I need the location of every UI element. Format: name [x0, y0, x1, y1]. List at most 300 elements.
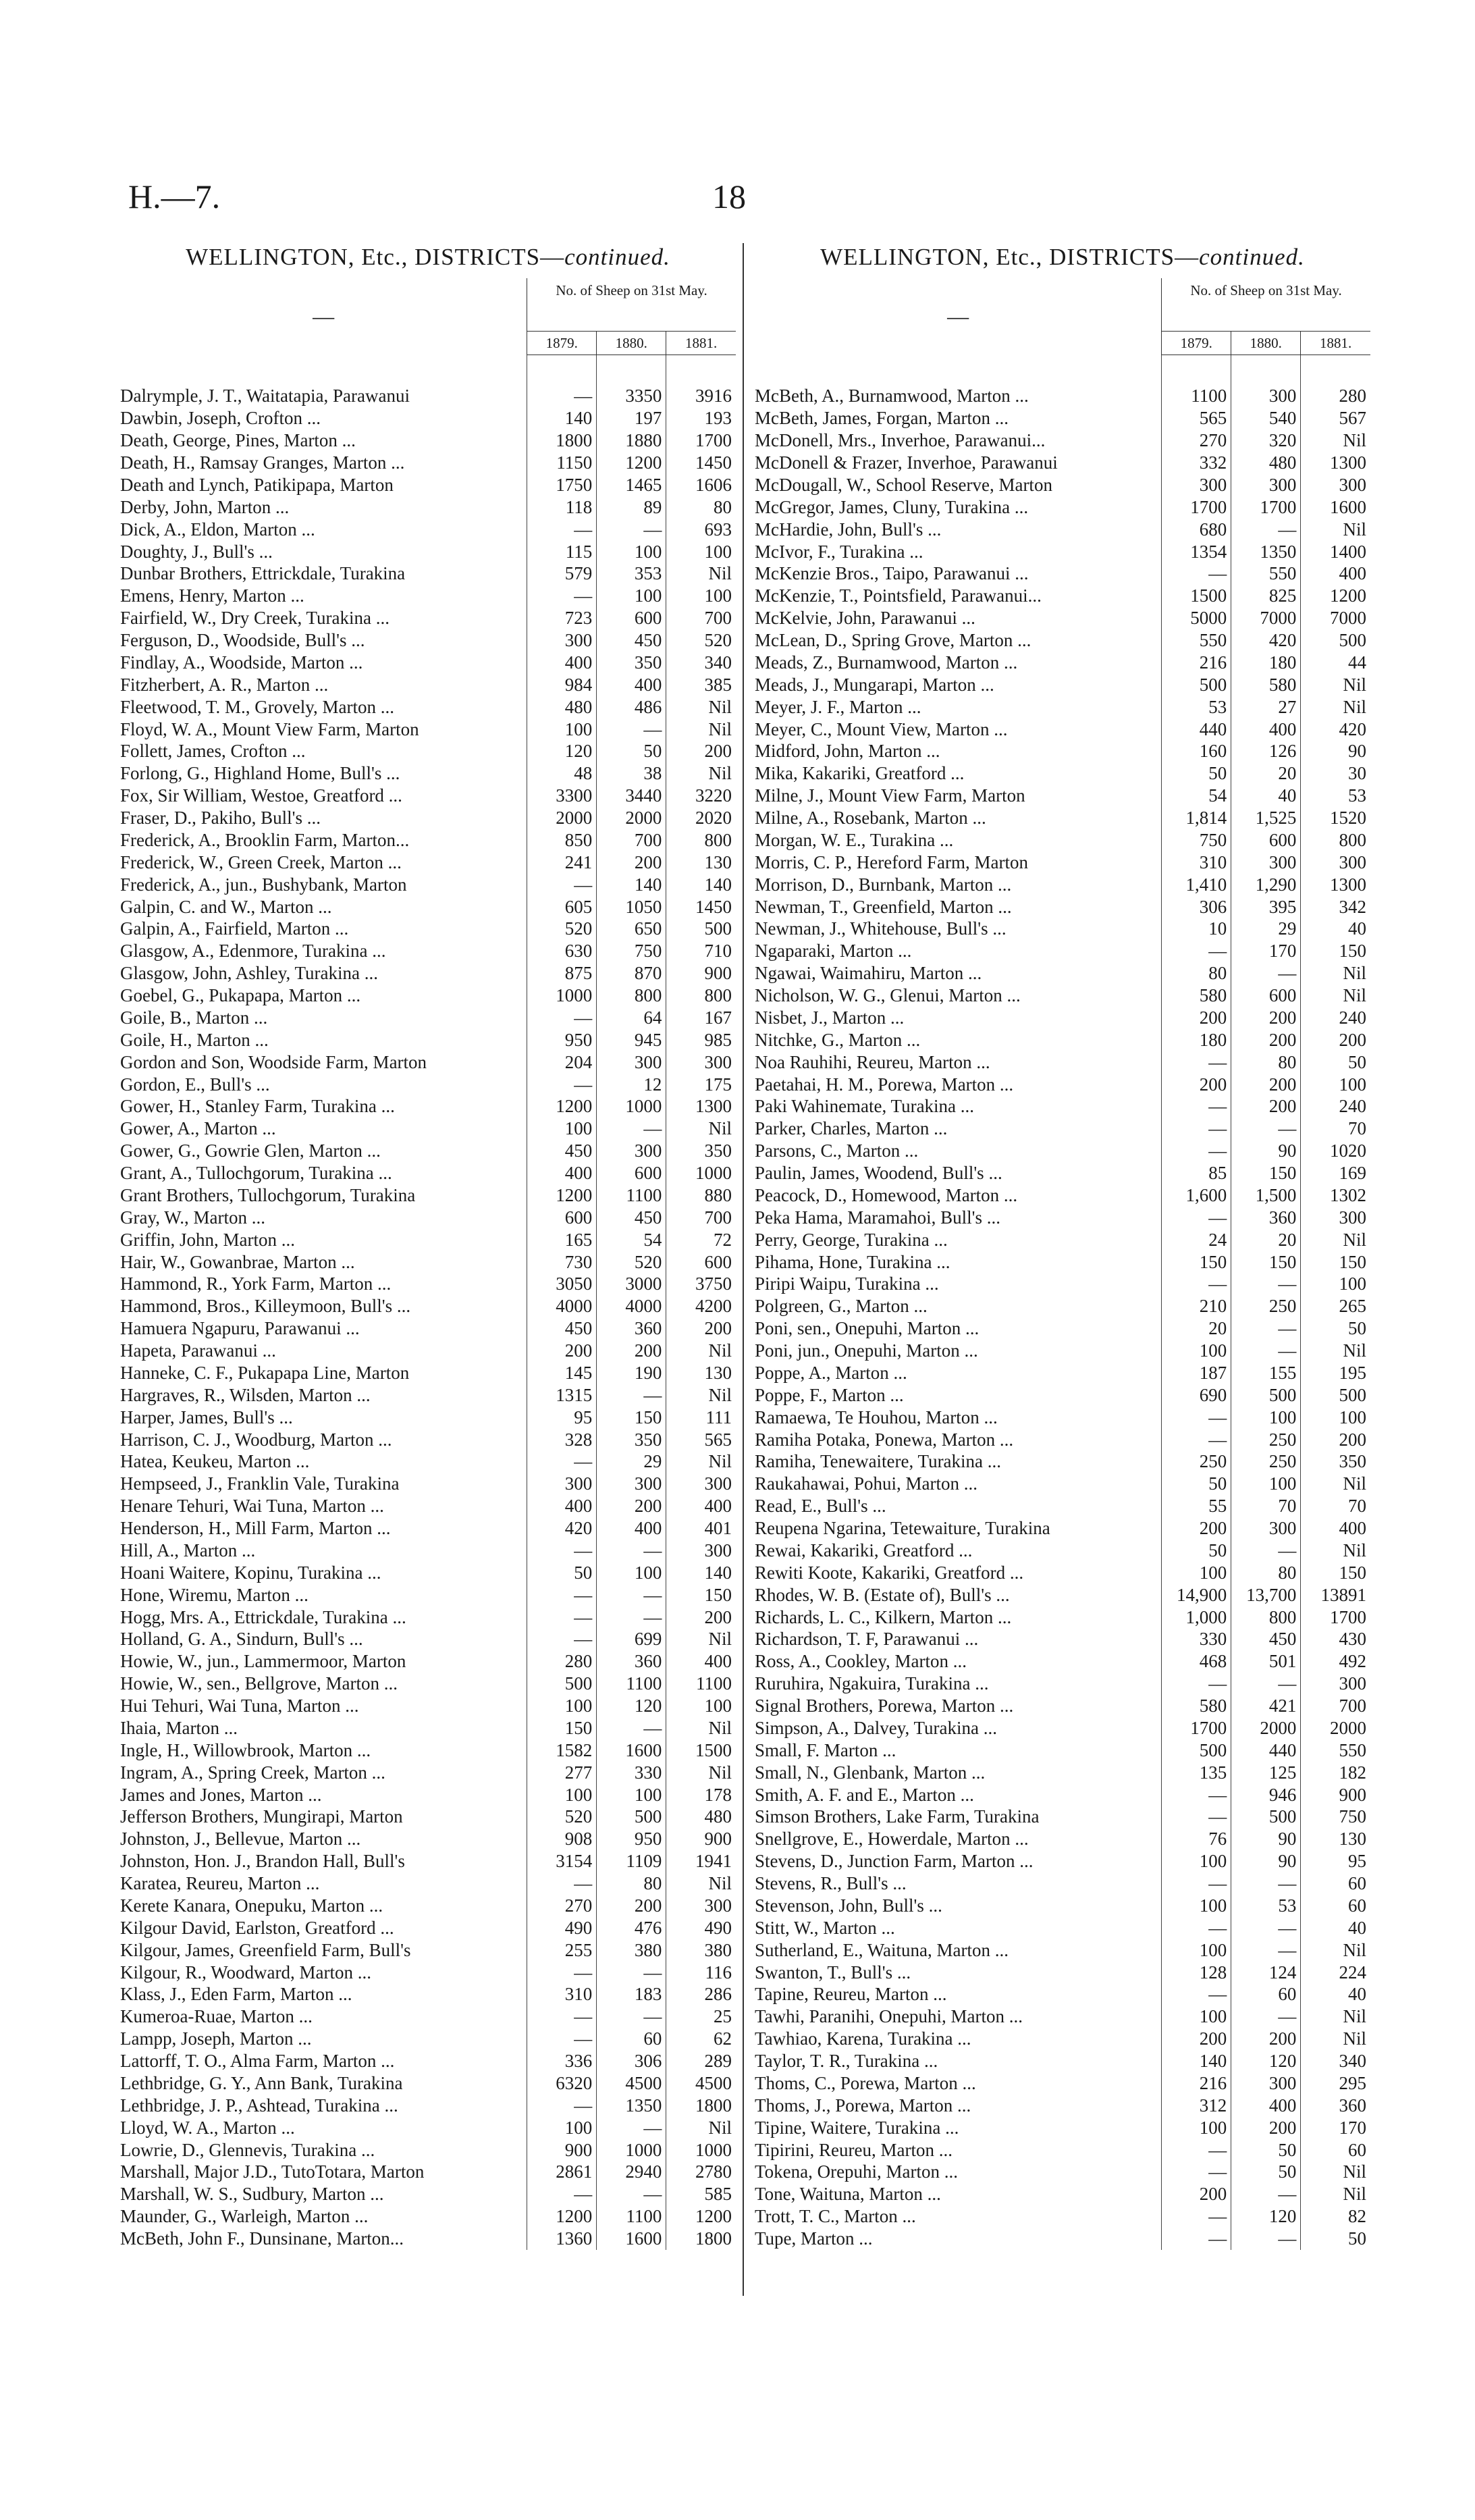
- sheep-1881-cell: 1000: [666, 1162, 736, 1184]
- owner-cell: Hanneke, C. F., Pukapapa Line, Marton: [120, 1362, 410, 1383]
- owner-cell: Sutherland, E., Waituna, Marton ...: [755, 1939, 1009, 1960]
- sheep-1879-cell: 115: [527, 540, 597, 562]
- sheep-1881-cell: 80: [666, 496, 736, 518]
- sheep-1881-cell: 700: [1301, 1695, 1370, 1717]
- sheep-1881-cell: 289: [666, 2050, 736, 2072]
- sheep-1880-cell: 200: [1231, 1028, 1301, 1051]
- sheep-1880-cell: 400: [597, 673, 666, 695]
- table-row: [755, 1872, 1370, 1895]
- owner-cell: Parker, Charles, Marton ...: [755, 1118, 948, 1139]
- sheep-1881-cell: 295: [1301, 2072, 1370, 2095]
- sheep-1879-cell: 310: [527, 1983, 597, 2005]
- sheep-1879-cell: 180: [1162, 1028, 1231, 1051]
- owner-cell: McDonell, Mrs., Inverhoe, Parawanui...: [755, 430, 1046, 451]
- table-row: [755, 1228, 1370, 1251]
- owner-cell: Floyd, W. A., Mount View Farm, Marton: [120, 718, 419, 739]
- owner-cell: Dick, A., Eldon, Marton ...: [120, 519, 315, 540]
- sheep-1881-cell: 62: [666, 2028, 736, 2050]
- sheep-1880-cell: 250: [1231, 1428, 1301, 1450]
- sheep-1881-cell: 100: [666, 540, 736, 562]
- table-row: [755, 1251, 1370, 1273]
- table-row: [755, 1783, 1370, 1806]
- sheep-1880-cell: 29: [597, 1450, 666, 1473]
- sheep-1879-cell: —: [527, 1073, 597, 1095]
- sheep-1881-cell: 53: [1301, 785, 1370, 807]
- sheep-1879-cell: 1360: [527, 2228, 597, 2250]
- sheep-1879-cell: 150: [527, 1717, 597, 1739]
- sheep-1881-cell: Nil: [666, 762, 736, 785]
- sheep-1879-cell: 255: [527, 1939, 597, 1961]
- sheep-1881-cell: 340: [1301, 2050, 1370, 2072]
- table-row: [120, 873, 736, 895]
- sheep-1879-cell: 128: [1162, 1961, 1231, 1983]
- table-row: [120, 962, 736, 985]
- sheep-1879-cell: 328: [527, 1428, 597, 1450]
- sheep-1880-cell: 486: [597, 695, 666, 718]
- sheep-1879-cell: 241: [527, 851, 597, 873]
- sheep-1879-cell: —: [527, 1540, 597, 1562]
- sheep-1880-cell: —: [1231, 1673, 1301, 1695]
- sheep-1880-cell: 1465: [597, 474, 666, 496]
- sheep-1879-cell: 1500: [1162, 585, 1231, 607]
- sheep-1880-cell: 699: [597, 1628, 666, 1650]
- owner-cell: Tipine, Waitere, Turakina ...: [755, 2117, 959, 2138]
- owner-cell: Fitzherbert, A. R., Marton ...: [120, 674, 329, 695]
- sheep-1879-cell: 2861: [527, 2161, 597, 2183]
- table-row: [755, 1850, 1370, 1872]
- table-row: [120, 1628, 736, 1650]
- table-row: [120, 1340, 736, 1362]
- owner-cell: Morgan, W. E., Turakina ...: [755, 829, 954, 850]
- sheep-1879-cell: 200: [1162, 1007, 1231, 1029]
- sheep-1881-cell: 350: [666, 1140, 736, 1162]
- owner-cell: Small, F. Marton ...: [755, 1739, 896, 1760]
- sheep-1879-cell: 200: [1162, 2028, 1231, 2050]
- sheep-1880-cell: 550: [1231, 562, 1301, 585]
- owner-cell: Hone, Wiremu, Marton ...: [120, 1584, 309, 1605]
- sheep-1879-cell: 100: [1162, 2116, 1231, 2138]
- sheep-1880-cell: 395: [1231, 895, 1301, 918]
- sheep-1879-cell: 680: [1162, 518, 1231, 540]
- table-row: [120, 1650, 736, 1673]
- sheep-1879-cell: 310: [1162, 851, 1231, 873]
- owner-cell: Lethbridge, G. Y., Ann Bank, Turakina: [120, 2072, 403, 2093]
- table-row: [120, 1495, 736, 1517]
- sheep-1881-cell: 492: [1301, 1650, 1370, 1673]
- sheep-1879-cell: 5000: [1162, 607, 1231, 629]
- sheep-1879-cell: 50: [527, 1561, 597, 1583]
- owner-cell: Marshall, Major J.D., TutoTotara, Marton: [120, 2161, 425, 2182]
- sheep-1879-cell: —: [1162, 1428, 1231, 1450]
- table-row: [120, 829, 736, 851]
- sheep-1880-cell: 200: [597, 1895, 666, 1917]
- owner-cell: Midford, John, Marton ...: [755, 741, 940, 762]
- owner-cell: Tawhiao, Karena, Turakina ...: [755, 2028, 971, 2049]
- sheep-1881-cell: 140: [666, 1561, 736, 1583]
- owner-cell: Grant, A., Tullochgorum, Turakina ...: [120, 1163, 392, 1184]
- owner-cell: Trott, T. C., Marton ...: [755, 2206, 916, 2227]
- sheep-1879-cell: 100: [1162, 2005, 1231, 2028]
- sheep-1881-cell: 130: [666, 851, 736, 873]
- table-row: [755, 607, 1370, 629]
- sheep-1879-cell: —: [1162, 1783, 1231, 1806]
- sheep-1880-cell: 700: [597, 829, 666, 851]
- sheep-1879-cell: 565: [1162, 407, 1231, 429]
- sheep-1879-cell: 216: [1162, 652, 1231, 674]
- sheep-1880-cell: —: [1231, 1273, 1301, 1295]
- owner-cell: Poppe, F., Marton ...: [755, 1384, 904, 1405]
- sheep-1880-cell: 1050: [597, 895, 666, 918]
- table-row: [755, 1806, 1370, 1828]
- owner-cell: Peacock, D., Homewood, Marton ...: [755, 1184, 1018, 1205]
- sheep-1881-cell: 13891: [1301, 1583, 1370, 1606]
- sheep-1880-cell: 40: [1231, 785, 1301, 807]
- table-row: [120, 2161, 736, 2183]
- sheep-1879-cell: 270: [1162, 429, 1231, 452]
- table-row: [755, 1717, 1370, 1739]
- sheep-1881-cell: Nil: [1301, 1340, 1370, 1362]
- owner-cell: Kilgour David, Earlston, Greatford ...: [120, 1917, 394, 1938]
- sheep-1881-cell: 1400: [1301, 540, 1370, 562]
- sheep-1879-cell: —: [1162, 2205, 1231, 2228]
- sheep-1880-cell: 200: [1231, 1095, 1301, 1118]
- sheep-1880-cell: —: [597, 518, 666, 540]
- sheep-1881-cell: 1450: [666, 452, 736, 474]
- sheep-1879-cell: 250: [1162, 1450, 1231, 1473]
- table-row: [755, 1583, 1370, 1606]
- owner-cell: Kumeroa-Ruae, Marton ...: [120, 2006, 313, 2027]
- sheep-1879-cell: 1,814: [1162, 807, 1231, 829]
- sheep-1881-cell: 400: [1301, 562, 1370, 585]
- blank-header: —: [947, 304, 969, 329]
- owner-cell: Gray, W., Marton ...: [120, 1207, 265, 1228]
- table-row: [755, 1295, 1370, 1317]
- sheep-1881-cell: Nil: [666, 1717, 736, 1739]
- sheep-1880-cell: 120: [1231, 2205, 1301, 2228]
- sheep-1881-cell: 300: [1301, 851, 1370, 873]
- table-row: [755, 1828, 1370, 1850]
- table-row: [755, 1961, 1370, 1983]
- sheep-1881-cell: 500: [1301, 629, 1370, 652]
- owner-cell: Richardson, T. F, Parawanui ...: [755, 1629, 979, 1650]
- table-row: [120, 1251, 736, 1273]
- table-row: [120, 1606, 736, 1628]
- sheep-1881-cell: 1700: [666, 429, 736, 452]
- sheep-1881-cell: Nil: [666, 695, 736, 718]
- sheep-1880-cell: 50: [1231, 2161, 1301, 2183]
- owner-cell: Hatea, Keukeu, Marton ...: [120, 1451, 310, 1472]
- page-number: 18: [712, 178, 746, 215]
- table-row: [120, 2072, 736, 2095]
- owner-cell: Griffin, John, Marton ...: [120, 1229, 295, 1250]
- sheep-1880-cell: 500: [597, 1806, 666, 1828]
- sheep-1881-cell: 1520: [1301, 807, 1370, 829]
- sheep-1880-cell: 80: [597, 1872, 666, 1895]
- sheep-1881-cell: Nil: [1301, 1540, 1370, 1562]
- year-1879-header: 1879.: [527, 332, 597, 355]
- owner-cell: Lampp, Joseph, Marton ...: [120, 2028, 312, 2049]
- sheep-1881-cell: 265: [1301, 1295, 1370, 1317]
- table-row: [120, 452, 736, 474]
- owner-cell: Hammond, Bros., Killeymoon, Bull's ...: [120, 1296, 411, 1317]
- sheep-1880-cell: 476: [597, 1916, 666, 1939]
- owner-cell: Milne, J., Mount View Farm, Marton: [755, 785, 1025, 806]
- sheep-1879-cell: 306: [1162, 895, 1231, 918]
- sheep-1881-cell: 300: [1301, 1673, 1370, 1695]
- sheep-1879-cell: 200: [527, 1340, 597, 1362]
- sheep-1881-cell: 750: [1301, 1806, 1370, 1828]
- sheep-1881-cell: 40: [1301, 1983, 1370, 2005]
- sheep-1879-cell: 336: [527, 2050, 597, 2072]
- table-row: [120, 2228, 736, 2250]
- sheep-1879-cell: 100: [1162, 1561, 1231, 1583]
- sheep-1880-cell: 580: [1231, 673, 1301, 695]
- sheep-1881-cell: 600: [666, 1251, 736, 1273]
- table-row: [755, 718, 1370, 740]
- table-row: [120, 2094, 736, 2116]
- owner-cell: McGregor, James, Cluny, Turakina ...: [755, 496, 1029, 517]
- sheep-1880-cell: 124: [1231, 1961, 1301, 1983]
- sheep-1879-cell: —: [1162, 1051, 1231, 1073]
- owner-cell: Meyer, C., Mount View, Marton ...: [755, 718, 1008, 739]
- sheep-1881-cell: 400: [1301, 1517, 1370, 1540]
- table-row: [755, 1007, 1370, 1029]
- sheep-1880-cell: —: [597, 2183, 666, 2205]
- owner-cell: McKenzie, T., Pointsfield, Parawanui...: [755, 585, 1042, 606]
- owner-cell: Ramaewa, Te Houhou, Marton ...: [755, 1407, 998, 1427]
- sheep-1880-cell: 20: [1231, 1228, 1301, 1251]
- sheep-1880-cell: 350: [597, 1428, 666, 1450]
- owner-cell: Tawhi, Paranihi, Onepuhi, Marton ...: [755, 2006, 1023, 2027]
- sheep-1879-cell: —: [527, 873, 597, 895]
- owner-cell: Stitt, W., Marton ...: [755, 1917, 895, 1938]
- table-row: [755, 873, 1370, 895]
- sheep-1881-cell: 400: [666, 1495, 736, 1517]
- owner-cell: Stevenson, John, Bull's ...: [755, 1895, 942, 1916]
- table-row: [755, 540, 1370, 562]
- sheep-1881-cell: 40: [1301, 918, 1370, 940]
- owner-cell: Mika, Kakariki, Greatford ...: [755, 763, 965, 784]
- sheep-1880-cell: —: [1231, 1540, 1301, 1562]
- sheep-1880-cell: 90: [1231, 1140, 1301, 1162]
- sheep-1879-cell: —: [527, 1628, 597, 1650]
- sheep-1881-cell: 300: [666, 1473, 736, 1495]
- sheep-1880-cell: —: [1231, 962, 1301, 985]
- sheep-1881-cell: Nil: [1301, 429, 1370, 452]
- sheep-1881-cell: Nil: [1301, 2183, 1370, 2205]
- sheep-1881-cell: 70: [1301, 1118, 1370, 1140]
- table-row: [120, 895, 736, 918]
- sheep-1880-cell: 870: [597, 962, 666, 985]
- table-row: [755, 1384, 1370, 1406]
- owner-cell: Fleetwood, T. M., Grovely, Marton ...: [120, 696, 394, 717]
- table-row: [755, 2116, 1370, 2138]
- owner-cell: Hargraves, R., Wilsden, Marton ...: [120, 1384, 371, 1405]
- sheep-1881-cell: 100: [1301, 1273, 1370, 1295]
- owner-cell: Lowrie, D., Glennevis, Turakina ...: [120, 2139, 375, 2160]
- sheep-1879-cell: 3050: [527, 1273, 597, 1295]
- sheep-1881-cell: 985: [666, 1028, 736, 1051]
- sheep-1879-cell: 1750: [527, 474, 597, 496]
- sheep-1879-cell: —: [1162, 1673, 1231, 1695]
- sheep-1880-cell: 7000: [1231, 607, 1301, 629]
- sheep-1880-cell: 800: [1231, 1606, 1301, 1628]
- sheep-1879-cell: 150: [1162, 1251, 1231, 1273]
- sheep-1880-cell: 64: [597, 1007, 666, 1029]
- table-row: [120, 1916, 736, 1939]
- sheep-1879-cell: —: [1162, 1118, 1231, 1140]
- table-row: [755, 1939, 1370, 1961]
- owner-cell: Stevens, R., Bull's ...: [755, 1873, 907, 1894]
- sheep-1879-cell: 3300: [527, 785, 597, 807]
- sheep-1880-cell: 120: [1231, 2050, 1301, 2072]
- sheep-1880-cell: 600: [597, 607, 666, 629]
- table-row: [755, 918, 1370, 940]
- sheep-1880-cell: 170: [1231, 940, 1301, 962]
- sheep-1881-cell: 700: [666, 607, 736, 629]
- sheep-1880-cell: 1109: [597, 1850, 666, 1872]
- sheep-1881-cell: Nil: [1301, 1939, 1370, 1961]
- sheep-1881-cell: 70: [1301, 1495, 1370, 1517]
- table-row: [120, 1162, 736, 1184]
- owner-cell: Hammond, R., York Farm, Marton ...: [120, 1274, 392, 1294]
- sheep-1879-cell: —: [527, 518, 597, 540]
- owner-cell: Marshall, W. S., Sudbury, Marton ...: [120, 2184, 384, 2205]
- sheep-1881-cell: Nil: [666, 718, 736, 740]
- sheep-1879-cell: 850: [527, 829, 597, 851]
- sheep-1879-cell: 100: [1162, 1850, 1231, 1872]
- sheep-1879-cell: 10: [1162, 918, 1231, 940]
- owner-cell: McKenzie Bros., Taipo, Parawanui ...: [755, 563, 1029, 584]
- sheep-1881-cell: Nil: [1301, 673, 1370, 695]
- sheep-1881-cell: Nil: [666, 1872, 736, 1895]
- sheep-1880-cell: —: [597, 1717, 666, 1739]
- owner-cell: Ferguson, D., Woodside, Bull's ...: [120, 630, 365, 651]
- sheep-1881-cell: 1606: [666, 474, 736, 496]
- sheep-1881-cell: 420: [1301, 718, 1370, 740]
- owner-cell: Maunder, G., Warleigh, Marton ...: [120, 2206, 369, 2227]
- table-row: [755, 2138, 1370, 2161]
- table-row: [755, 1761, 1370, 1783]
- owner-cell: James and Jones, Marton ...: [120, 1784, 322, 1805]
- sheep-1879-cell: 950: [527, 1028, 597, 1051]
- table-row: [755, 1916, 1370, 1939]
- sheep-1880-cell: 155: [1231, 1362, 1301, 1384]
- sheep-1880-cell: 360: [597, 1317, 666, 1340]
- sheep-1880-cell: —: [1231, 1317, 1301, 1340]
- owner-cell: Ramiha Potaka, Ponewa, Marton ...: [755, 1429, 1014, 1450]
- sheep-1879-cell: 140: [1162, 2050, 1231, 2072]
- sheep-1881-cell: 800: [666, 985, 736, 1007]
- sheep-1880-cell: 183: [597, 1983, 666, 2005]
- owner-cell: Gower, A., Marton ...: [120, 1118, 276, 1139]
- owner-cell: Harper, James, Bull's ...: [120, 1407, 293, 1427]
- table-row: [755, 1983, 1370, 2005]
- owner-cell: Jefferson Brothers, Mungirapi, Marton: [120, 1806, 403, 1827]
- owner-cell: Reupena Ngarina, Tetewaiture, Turakina: [755, 1518, 1050, 1539]
- sheep-1879-cell: 20: [1162, 1317, 1231, 1340]
- owner-cell: Stevens, D., Junction Farm, Marton ...: [755, 1851, 1034, 1872]
- table-row: [120, 918, 736, 940]
- sheep-1879-cell: 730: [527, 1251, 597, 1273]
- sheep-1881-cell: 340: [666, 652, 736, 674]
- sheep-1881-cell: 44: [1301, 652, 1370, 674]
- sheep-1879-cell: 400: [527, 1162, 597, 1184]
- sheep-1880-cell: 1,290: [1231, 873, 1301, 895]
- sheep-1880-cell: —: [597, 1384, 666, 1406]
- sheep-1881-cell: 130: [1301, 1828, 1370, 1850]
- table-row: [120, 1872, 736, 1895]
- sheep-1881-cell: 170: [1301, 2116, 1370, 2138]
- owner-cell: Ingle, H., Willowbrook, Marton ...: [120, 1739, 371, 1760]
- owner-cell: Fox, Sir William, Westoe, Greatford ...: [120, 785, 402, 806]
- sheep-1880-cell: 600: [1231, 829, 1301, 851]
- sheep-1881-cell: 200: [666, 1606, 736, 1628]
- table-row: [755, 1517, 1370, 1540]
- table-row: [755, 1695, 1370, 1717]
- table-row: [755, 1340, 1370, 1362]
- sheep-1879-cell: 1700: [1162, 496, 1231, 518]
- sheep-1880-cell: 1350: [1231, 540, 1301, 562]
- sheep-1879-cell: 490: [527, 1916, 597, 1939]
- table-row: [120, 1428, 736, 1450]
- left-column-title: [120, 236, 736, 278]
- sheep-1881-cell: 1600: [1301, 496, 1370, 518]
- owner-cell: McKelvie, John, Parawanui ...: [755, 608, 975, 629]
- sheep-1880-cell: 4000: [597, 1295, 666, 1317]
- owner-cell: Ihaia, Marton ...: [120, 1717, 238, 1738]
- sheep-1880-cell: 540: [1231, 407, 1301, 429]
- sheep-1881-cell: 350: [1301, 1450, 1370, 1473]
- owner-cell: Taylor, T. R., Turakina ...: [755, 2051, 938, 2072]
- table-row: [120, 940, 736, 962]
- sheep-1879-cell: 984: [527, 673, 597, 695]
- sheep-1879-cell: 450: [527, 1140, 597, 1162]
- sheep-1881-cell: 25: [666, 2005, 736, 2028]
- sheep-1879-cell: —: [1162, 1206, 1231, 1228]
- sheep-1881-cell: Nil: [1301, 2028, 1370, 2050]
- table-row: [120, 474, 736, 496]
- left-table-body: [120, 355, 736, 2250]
- table-row: [120, 785, 736, 807]
- sheep-1880-cell: 500: [1231, 1806, 1301, 1828]
- sheep-1881-cell: Nil: [666, 1118, 736, 1140]
- table-row: [755, 2072, 1370, 2095]
- table-row: [120, 985, 736, 1007]
- table-row: [120, 851, 736, 873]
- sheep-1880-cell: —: [597, 1583, 666, 1606]
- sheep-1879-cell: 6320: [527, 2072, 597, 2095]
- owner-cell: Ross, A., Cookley, Marton ...: [755, 1651, 967, 1672]
- sheep-1879-cell: 1315: [527, 1384, 597, 1406]
- owner-cell: Rhodes, W. B. (Estate of), Bull's ...: [755, 1584, 1010, 1605]
- table-row: [120, 1961, 736, 1983]
- sheep-1880-cell: 600: [1231, 985, 1301, 1007]
- table-row: [755, 1606, 1370, 1628]
- table-row: [755, 1561, 1370, 1583]
- sheep-1880-cell: 1100: [597, 1673, 666, 1695]
- table-row: [120, 1695, 736, 1717]
- sheep-1879-cell: 280: [527, 1650, 597, 1673]
- sheep-1881-cell: 3220: [666, 785, 736, 807]
- sheep-1880-cell: —: [1231, 1916, 1301, 1939]
- sheep-1880-cell: —: [597, 2116, 666, 2138]
- sheep-1880-cell: 60: [1231, 1983, 1301, 2005]
- sheep-1880-cell: 1600: [597, 2228, 666, 2250]
- sheep-1880-cell: 38: [597, 762, 666, 785]
- sheep-1880-cell: 306: [597, 2050, 666, 2072]
- sheep-1881-cell: 200: [1301, 1428, 1370, 1450]
